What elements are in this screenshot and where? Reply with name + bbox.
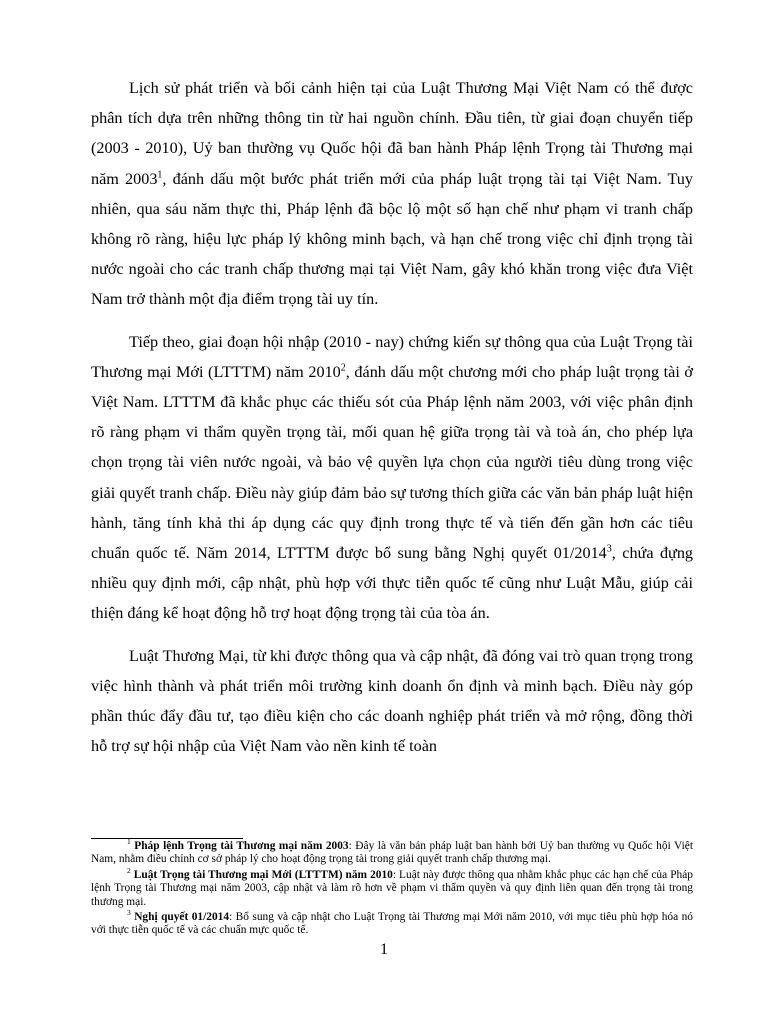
paragraph-text: Luật Thương Mại, từ khi được thông qua và cập nhật, đã đóng vai trò quan trọng trong việc hình thành và phát triển môi trường kinh doanh ổn định và minh bạch. Điều này góp phần thúc đẩy đầu tư, tạo điều kiện cho các doanh nghiệp phát triển và mở rộng, đồng thời hỗ trợ sự hội nhập của Việt Nam vào nền kinh tế toàn [91,646,693,756]
footnote-term: Nghị quyết 01/2014 [134,911,230,924]
footnote-ref[interactable]: 3 [606,543,612,555]
paragraph [91,327,693,629]
paragraph-text: Lịch sử phát triển và bối cảnh hiện tại của Luật Thương Mại Việt Nam có thể được phân tích dựa trên những thông tin từ hai nguồn chính. Đầu tiên, từ giai đoạn chuyển tiếp (2003 - 2010), Uỷ ban thường vụ Quốc hội đã ban hành Pháp lệnh Trọng tài Thương mại năm 2003 [91,79,693,188]
footnote-ref[interactable]: 2 [340,362,346,374]
footnote-number: 3 [127,908,131,918]
footnotes [91,837,693,940]
footnote [91,908,693,938]
footnote-text: : Đây là văn bản pháp luật ban hành bởi Uỷ ban thường vụ Quốc hội Việt Nam, nhằm điều chỉnh cơ sở pháp lý cho hoạt động trọng tài trong giải quyết tranh chấp thương mại. [91,840,693,866]
footnote-term: Luật Trọng tài Thương mại Mới (LTTTM) năm 2010 [133,868,393,881]
footnote-number: 1 [127,837,131,847]
footnote-text: : Bổ sung và cập nhật cho Luật Trọng tài Thương mại Mới năm 2010, với mục tiêu phù hợp hóa nó với thực tiễn quốc tế và các chuẩn mực quốc tế. [91,911,693,937]
paragraph-text: , đánh dấu một bước phát triển mới của pháp luật trọng tài tại Việt Nam. Tuy nhiên, qua sáu năm thực thi, Pháp lệnh đã bộc lộ một số hạn chế như phạm vi tranh chấp không rõ ràng, hiệu lực pháp lý không minh bạch, và hạn chế trong việc chỉ định trọng tài nước ngoài cho các tranh chấp thương mại tại Việt Nam, gây khó khăn trong việc đưa Việt Nam trở thành một địa điểm trọng tài uy tín. [91,169,693,309]
footnote-number: 2 [127,866,131,876]
paragraph-text: , đánh dấu một chương mới cho pháp luật trọng tài ở Việt Nam. LTTTM đã khắc phục các thiếu sót của Pháp lệnh năm 2003, với việc phân định rõ ràng phạm vi thẩm quyền trọng tài, mối quan hệ giữa trọng tài và toà án, cho phép lựa chọn trọng tài viên nước ngoài, và bảo vệ quyền lựa chọn của người tiêu dùng trong việc giải quyết tranh chấp. Điều này giúp đảm bảo sự tương thích giữa các văn bản pháp luật hiện hành, tăng tính khả thi áp dụng các quy định trong thực tế và tiến đến gần hơn các tiêu chuẩn quốc tế. Năm 2014, LTTTM được bổ sung bằng Nghị quyết 01/2014 [91,362,693,563]
footnote [91,866,693,909]
body-text [91,73,693,773]
page-number: 1 [380,941,388,958]
footnote-ref[interactable]: 1 [157,169,163,181]
footnote [91,837,693,867]
paragraph-text: , chứa đựng nhiều quy định mới, cập nhật, phù hợp với thực tiễn quốc tế cũng như Luật Mẫu, giúp cải thiện đáng kể hoạt động hỗ trợ hoạt động trọng tài của tòa án. [91,544,694,623]
paragraph [91,641,693,762]
footnote-term: Pháp lệnh Trọng tài Thương mại năm 2003 [134,840,349,852]
paragraph [91,73,693,315]
footnote-text: : Luật này được thông qua nhằm khắc phục các hạn chế của Pháp lệnh Trọng tài Thương mại năm 2003, cập nhật và làm rõ hơn về phạm vi thẩm quyền và quy định liên quan đến trọng tài trong thương mại. [91,868,693,908]
footnote-separator [91,838,243,839]
paragraph-text: Tiếp theo, giai đoạn hội nhập (2010 - nay) chứng kiến sự thông qua của Luật Trọng tài Thương mại Mới (LTTTM) năm 2010 [91,332,693,381]
